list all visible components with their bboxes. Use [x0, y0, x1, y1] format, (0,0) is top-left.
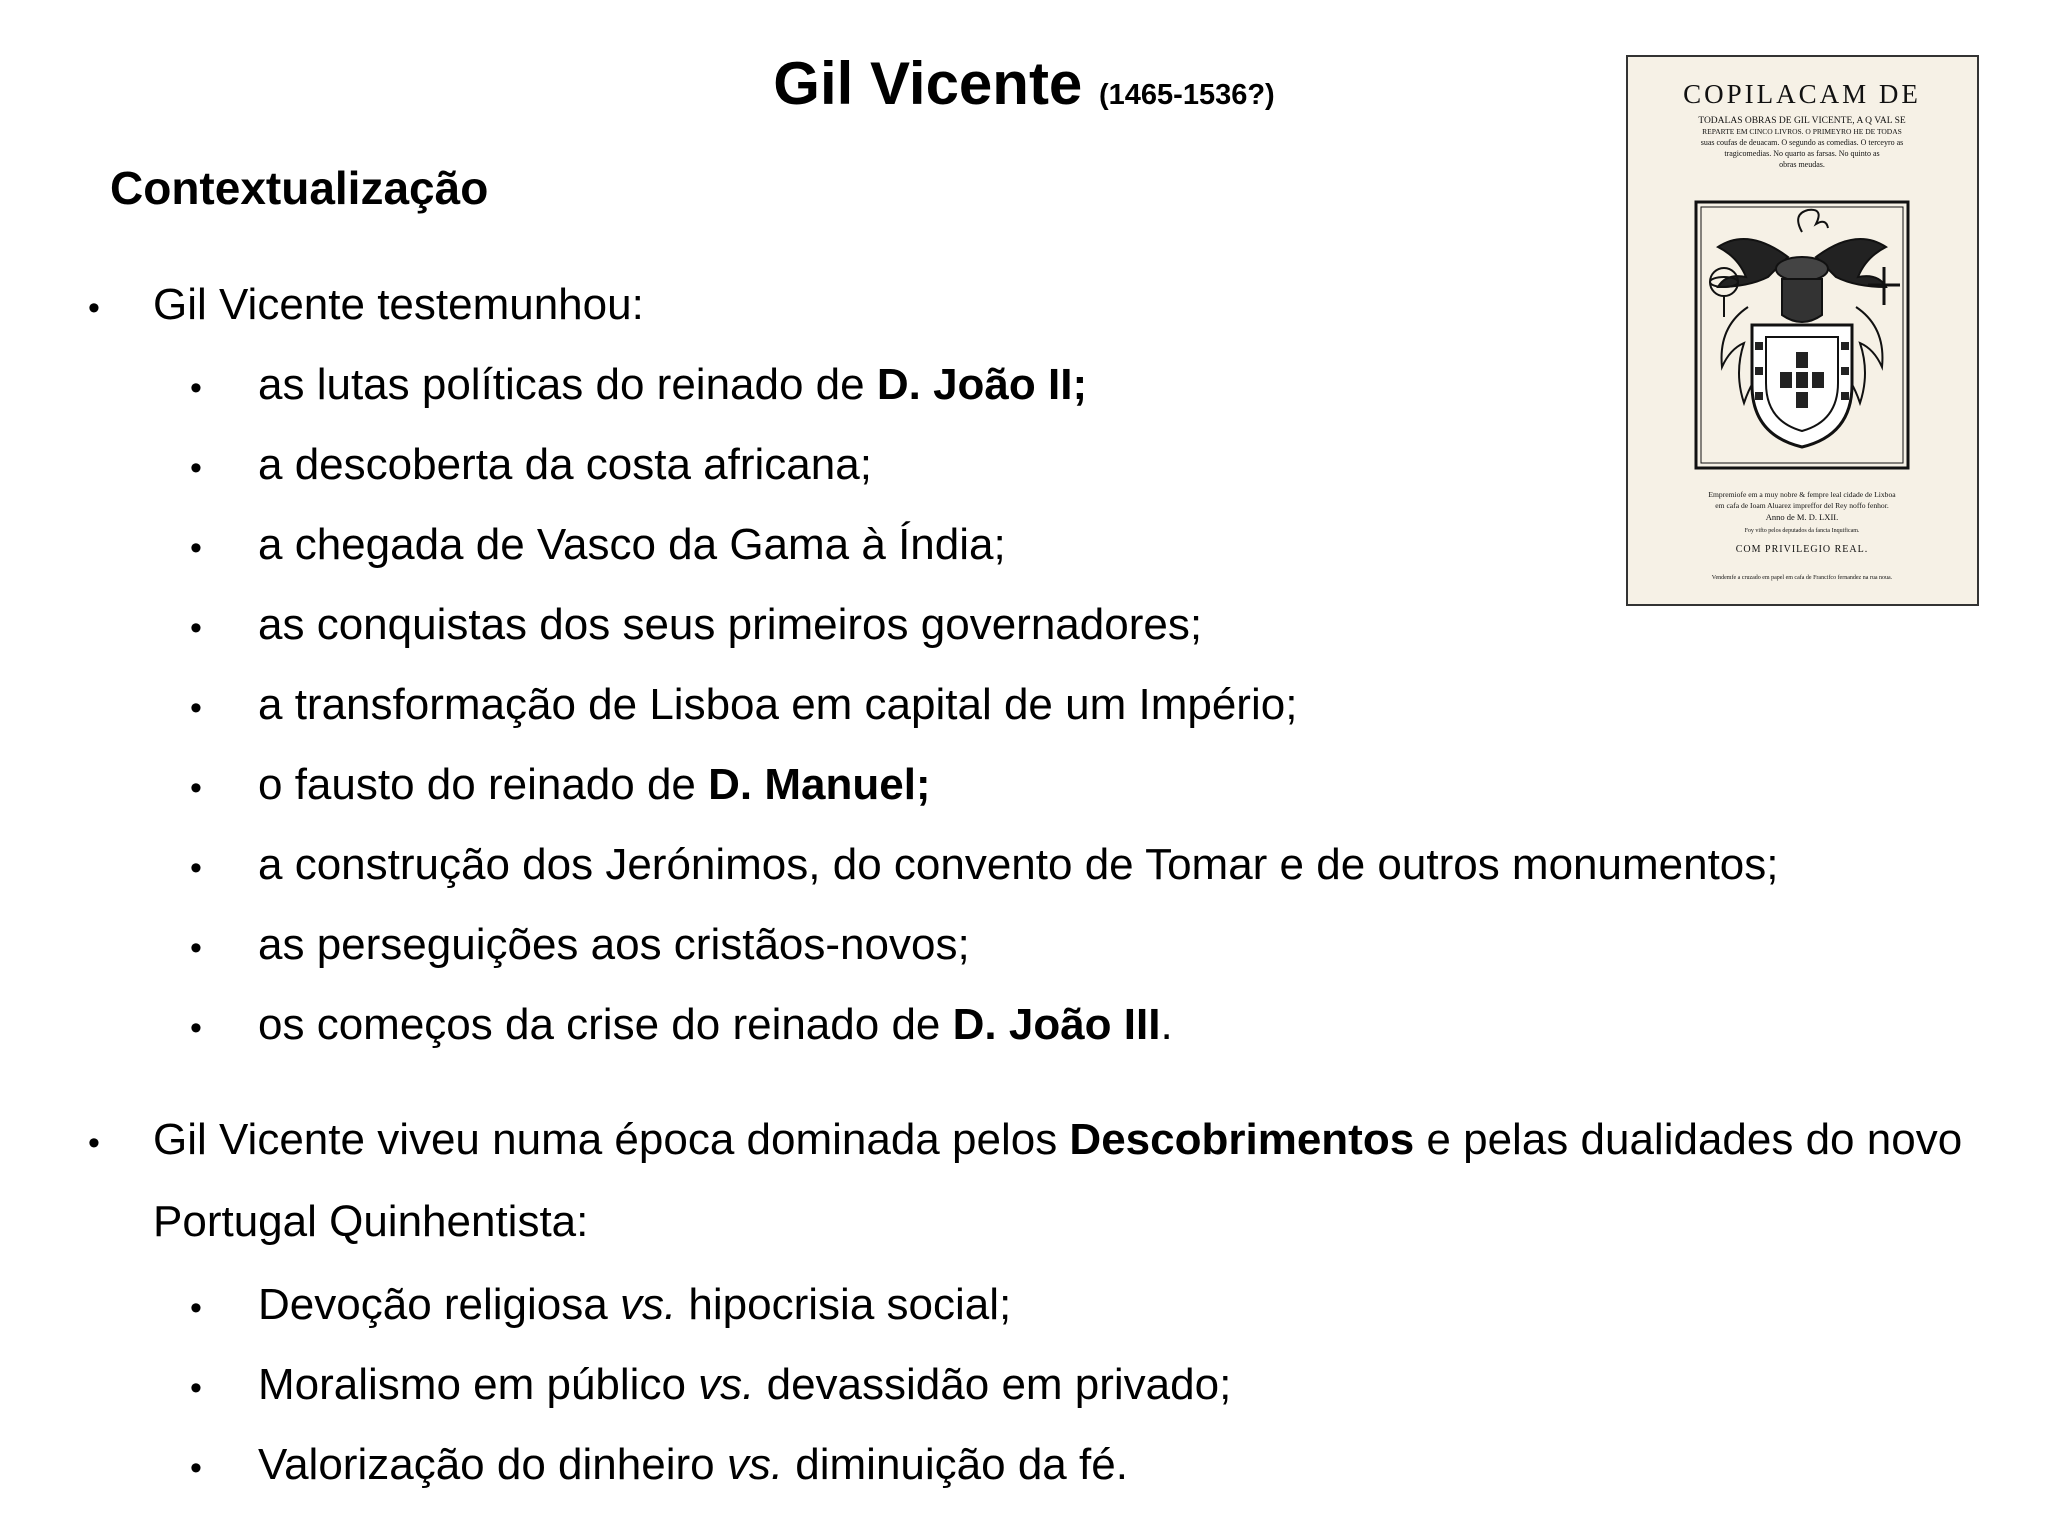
list-item: as perseguições aos cristãos-novos;	[258, 920, 970, 969]
bullet-marker: •	[190, 1009, 202, 1047]
list-item: Devoção religiosa vs. hipocrisia social;	[258, 1280, 1012, 1329]
cover-line-1: TODALAS OBRAS DE GIL VICENTE, A Q VAL SE	[1698, 116, 1906, 126]
bullet-marker: •	[190, 929, 202, 967]
bullet-marker: •	[190, 689, 202, 727]
cover-line-3: suas coufas de deuacam. O segundo as comedias. O terceyro as	[1700, 138, 1904, 147]
cover-foot-5: Vendemfe a cruzado em papel em cafa de Francifco fernandez na rua noua.	[1711, 575, 1893, 581]
list-item: a transformação de Lisboa em capital de um Império;	[258, 680, 1298, 729]
bullet-marker: •	[190, 1289, 202, 1327]
cover-line-4: tragicomedias. No quarto as farsas. No quinto as	[1724, 149, 1880, 158]
cover-foot-3: Anno de M. D. LXII.	[1765, 512, 1839, 522]
bullet-marker: •	[190, 769, 202, 807]
book-cover-illustration	[1628, 57, 1977, 604]
bullet-marker: •	[190, 849, 202, 887]
section2-lead: Gil Vicente viveu numa época dominada pelos Descobrimentos e pelas dualidades do novo Portugal Quinhentista:	[153, 1115, 1963, 1246]
book-cover-image	[1626, 55, 1979, 606]
cover-line-5: obras meudas.	[1779, 160, 1825, 169]
bullet-marker: •	[190, 609, 202, 647]
section-subtitle: Contextualização	[110, 162, 489, 214]
list-item: Valorização do dinheiro vs. diminuição da fé.	[258, 1440, 1128, 1489]
cover-heading: COPILACAM DE	[1683, 79, 1921, 109]
list-item: as conquistas dos seus primeiros governadores;	[258, 600, 1203, 649]
cover-foot-4: Foy vifto pelos deputados da fancta Inquificam.	[1744, 528, 1860, 534]
bullet-marker: •	[190, 449, 202, 487]
portuguese-shield-icon	[1752, 325, 1852, 447]
title-dates: (1465-1536?)	[1098, 79, 1275, 111]
list-item: o fausto do reinado de D. Manuel;	[258, 760, 931, 809]
list-item: a descoberta da costa africana;	[258, 440, 872, 489]
title-name: Gil Vicente	[773, 50, 1083, 117]
cover-foot-1: Empremiofe em a muy nobre & fempre leal cidade de Lixboa	[1708, 490, 1896, 499]
bullet-marker: •	[190, 1369, 202, 1407]
bullet-marker: •	[190, 529, 202, 567]
dragon-crest-icon	[1718, 210, 1886, 287]
cover-privilege: COM PRIVILEGIO REAL.	[1735, 544, 1869, 555]
list-item: a chegada de Vasco da Gama à Índia;	[258, 520, 1006, 569]
bullet-marker: •	[88, 289, 100, 327]
list-item: as lutas políticas do reinado de D. João II;	[258, 360, 1088, 409]
list-item: a construção dos Jerónimos, do convento de Tomar e de outros monumentos;	[258, 840, 1779, 889]
list-item: Moralismo em público vs. devassidão em privado;	[258, 1360, 1232, 1409]
cover-foot-2: em cafa de Ioam Aluarez impreffor del Rey noffo fenhor.	[1715, 501, 1889, 510]
bullet-marker: •	[190, 1449, 202, 1487]
order-of-christ-cross-icon	[1868, 267, 1900, 305]
list-item: os começos da crise do reinado de D. João III.	[258, 1000, 1173, 1049]
bullet-marker: •	[190, 369, 202, 407]
bullet-marker: •	[88, 1124, 100, 1162]
section1-lead: Gil Vicente testemunhou:	[153, 280, 644, 329]
cover-line-2: REPARTE EM CINCO LIVROS. O PRIMEYRO HE DE TODAS	[1702, 127, 1902, 136]
